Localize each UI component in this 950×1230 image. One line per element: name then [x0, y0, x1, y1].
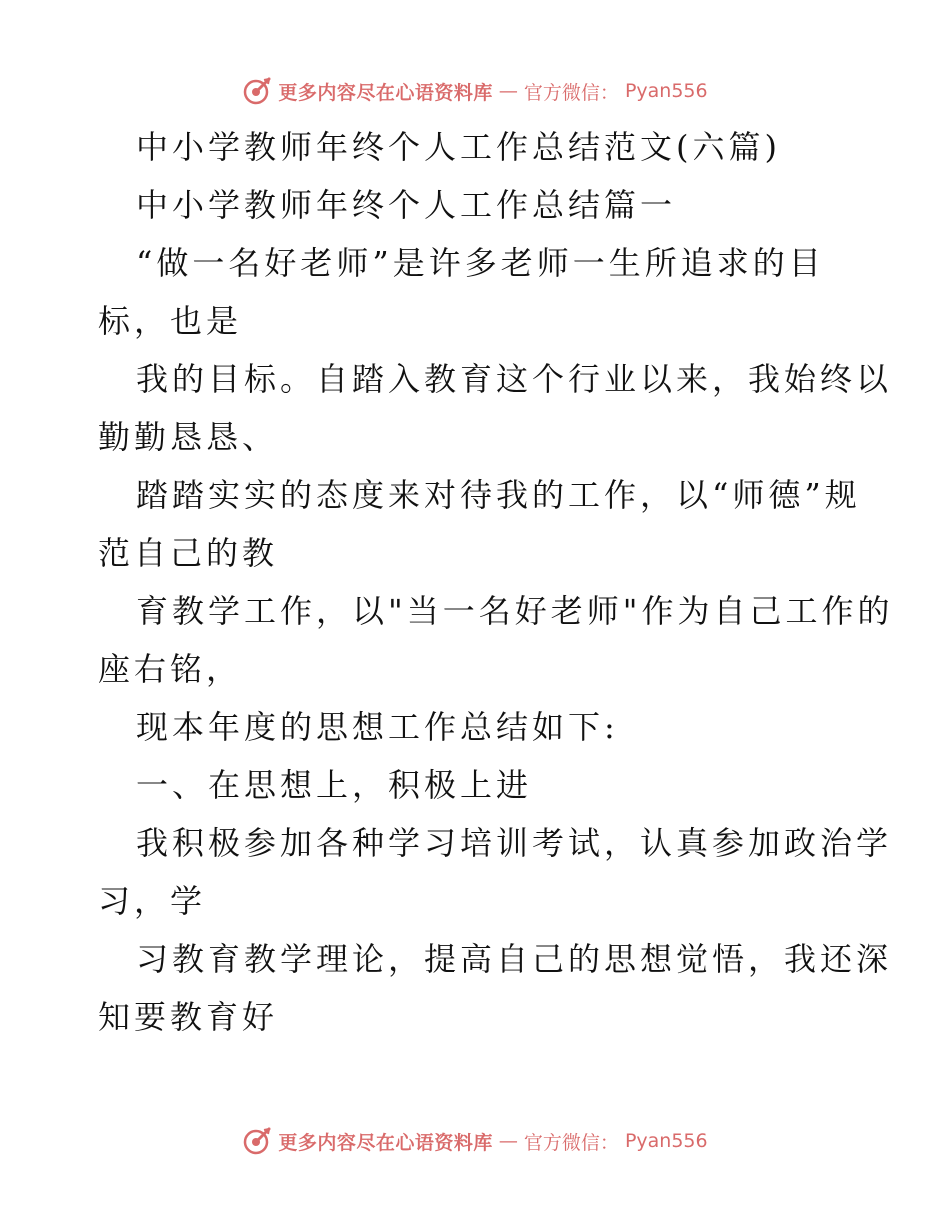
footer-watermark: [0, 1121, 950, 1161]
doc-line: 我的目标。自踏入教育这个行业以来，我始终以: [136, 360, 893, 398]
doc-line: 范自己的教: [98, 534, 279, 572]
pen-logo-icon: [242, 1126, 272, 1156]
pen-logo-icon: [242, 76, 272, 106]
doc-line: 知要教育好: [98, 998, 279, 1036]
doc-line: 一、在思想上，积极上进: [136, 766, 533, 804]
watermark-slogan: 更多内容尽在心语资料库: [278, 1131, 493, 1154]
doc-line: 育教学工作，以"当一名好老师"作为自己工作的: [136, 592, 894, 630]
watermark-wechat-label: 官方微信：: [523, 1131, 619, 1154]
doc-line: 座右铭，: [98, 650, 243, 688]
watermark-separator: —: [498, 1130, 518, 1152]
doc-line: 踏踏实实的态度来对待我的工作，以“师德”规: [136, 476, 861, 514]
doc-line: 我积极参加各种学习培训考试，认真参加政治学: [136, 824, 893, 862]
doc-line: 标，也是: [98, 302, 243, 340]
doc-line: 中小学教师年终个人工作总结篇一: [136, 186, 677, 224]
watermark-separator: —: [498, 80, 518, 102]
doc-line: 中小学教师年终个人工作总结范文(六篇): [136, 128, 781, 166]
doc-line: 勤勤恳恳、: [98, 418, 279, 456]
doc-line: 现本年度的思想工作总结如下:: [136, 708, 619, 746]
doc-line: 习教育教学理论，提高自己的思想觉悟，我还深: [136, 940, 893, 978]
doc-line: “做一名好老师”是许多老师一生所追求的目: [136, 244, 825, 282]
watermark-slogan: 更多内容尽在心语资料库: [278, 81, 493, 104]
watermark-wechat-label: 官方微信：: [523, 81, 619, 104]
doc-line: 习，学: [98, 882, 207, 920]
document-body: [98, 118, 894, 1046]
watermark-wechat-id: Pyan556: [624, 1130, 708, 1152]
header-watermark: [0, 71, 950, 111]
watermark-wechat-id: Pyan556: [624, 80, 708, 102]
